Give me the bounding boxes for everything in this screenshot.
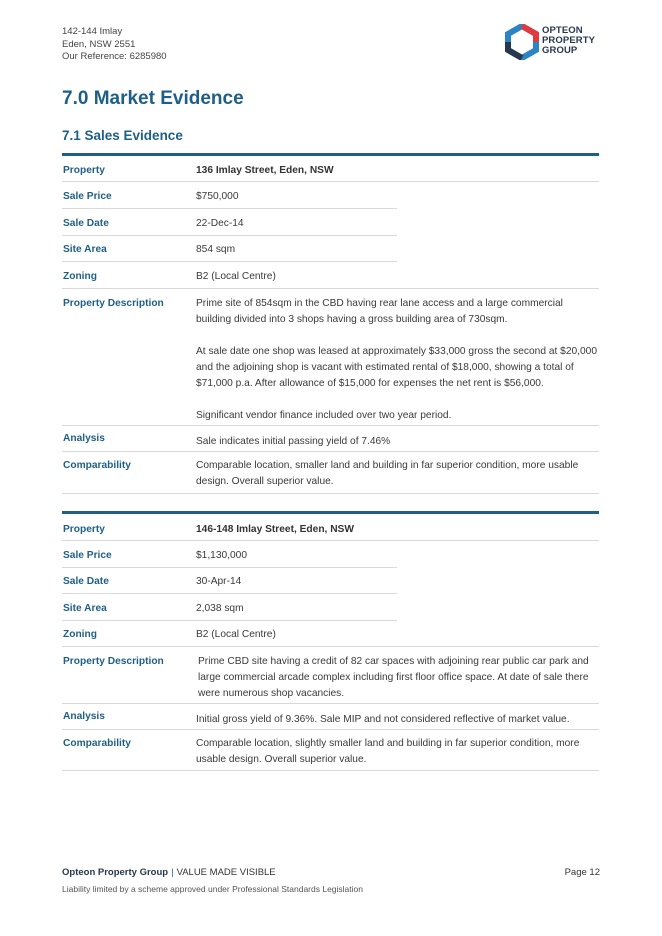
label-property-description: Property Description [63,656,164,667]
reference-number: Our Reference: 6285980 [62,51,167,62]
label-property: Property [63,524,105,535]
description-paragraph: Significant vendor finance included over two year period. [196,410,452,421]
opteon-logo [505,24,605,60]
table-row-site-area [62,236,599,262]
label-zoning: Zoning [63,629,97,640]
value-comparability: Comparable location, smaller land and building in far superior condition, more usable design. Overall superior value. [196,460,579,487]
table-row-zoning [62,262,599,289]
value-sale-price: $750,000 [196,191,239,202]
table-row-site-area [62,594,599,621]
description-paragraph: Prime site of 854sqm in the CBD having rear lane access and a large commercial building divided into 3 shops having a gross building area of 730sqm. [196,298,563,325]
label-sale-price: Sale Price [63,191,112,202]
table-row-analysis [62,426,599,452]
value-zoning: B2 (Local Centre) [196,629,276,640]
table-row-sale-date [62,568,599,594]
footer-tagline: VALUE MADE VISIBLE [176,867,276,878]
label-analysis: Analysis [63,711,105,722]
footer-company-name: Opteon Property Group [62,867,169,878]
label-property-description: Property Description [63,298,164,309]
table-row-property-description [62,289,599,426]
label-zoning: Zoning [63,271,97,282]
value-site-area: 2,038 sqm [196,603,244,614]
label-sale-date: Sale Date [63,576,109,587]
logo-wordmark [542,26,595,55]
label-property: Property [63,165,105,176]
value-sale-date: 22-Dec-14 [196,218,244,229]
label-analysis: Analysis [63,433,105,444]
value-comparability: Comparable location, slightly smaller land and building in far superior condition, more usable design. Overall superior value. [196,738,580,765]
footer-company [62,867,276,878]
section-title: 7.0 Market Evidence [62,88,244,109]
logo-line-2: PROPERTY [542,34,596,46]
logo-line-3: GROUP [542,44,578,56]
address-line-2: Eden, NSW 2551 [62,38,136,50]
value-property: 146-148 Imlay Street, Eden, NSW [196,524,354,535]
label-comparability: Comparability [63,460,131,471]
sales-evidence-table-1 [62,153,599,494]
table-row-analysis [62,704,599,730]
header-address [62,26,167,64]
table-row-comparability [62,730,599,771]
value-property-description [196,654,599,704]
sales-evidence-table-2 [62,511,599,771]
table-row-sale-date [62,209,599,236]
table-row-zoning [62,621,599,647]
value-sale-date: 30-Apr-14 [196,576,242,587]
footer-separator: | [171,867,174,878]
footer-liability-note: Liability limited by a scheme approved under Professional Standards Legislation [62,884,363,894]
label-sale-date: Sale Date [63,218,109,229]
value-analysis: Sale indicates initial passing yield of 7.46% [196,436,391,447]
page-number: Page 12 [564,867,600,878]
table-row-sale-price [62,541,599,568]
table-row-sale-price [62,182,599,209]
label-site-area: Site Area [63,244,107,255]
value-site-area: 854 sqm [196,244,236,255]
value-property-description [196,296,599,426]
value-sale-price: $1,130,000 [196,550,247,561]
label-comparability: Comparability [63,738,131,749]
description-paragraph: At sale date one shop was leased at approximately $33,000 gross the second at $20,000 and the adjoining shop is vacant with estimated rental of $18,000, showing a total of $71,000 p.a. After allowance of $15,000 for expenses the net rent is $56,000. [196,346,597,389]
logo-hexagon-icon [505,24,539,60]
label-site-area: Site Area [63,603,107,614]
address-line-1: 142-144 Imlay [62,26,123,37]
table-row-property [62,156,599,182]
value-zoning: B2 (Local Centre) [196,271,276,282]
table-row-property [62,514,599,541]
table-row-property-description [62,647,599,704]
table-row-comparability [62,452,599,494]
value-analysis: Initial gross yield of 9.36%. Sale MIP and not considered reflective of market value. [196,714,570,725]
logo-line-1: OPTEON [542,25,583,36]
description-paragraph: Prime CBD site having a credit of 82 car spaces with adjoining rear public car park and large commercial arcade complex including first floor office space. At date of sale there were numerous shop vacancies. [198,656,589,699]
label-sale-price: Sale Price [63,550,112,561]
subsection-title: 7.1 Sales Evidence [62,128,183,143]
value-property: 136 Imlay Street, Eden, NSW [196,165,334,176]
